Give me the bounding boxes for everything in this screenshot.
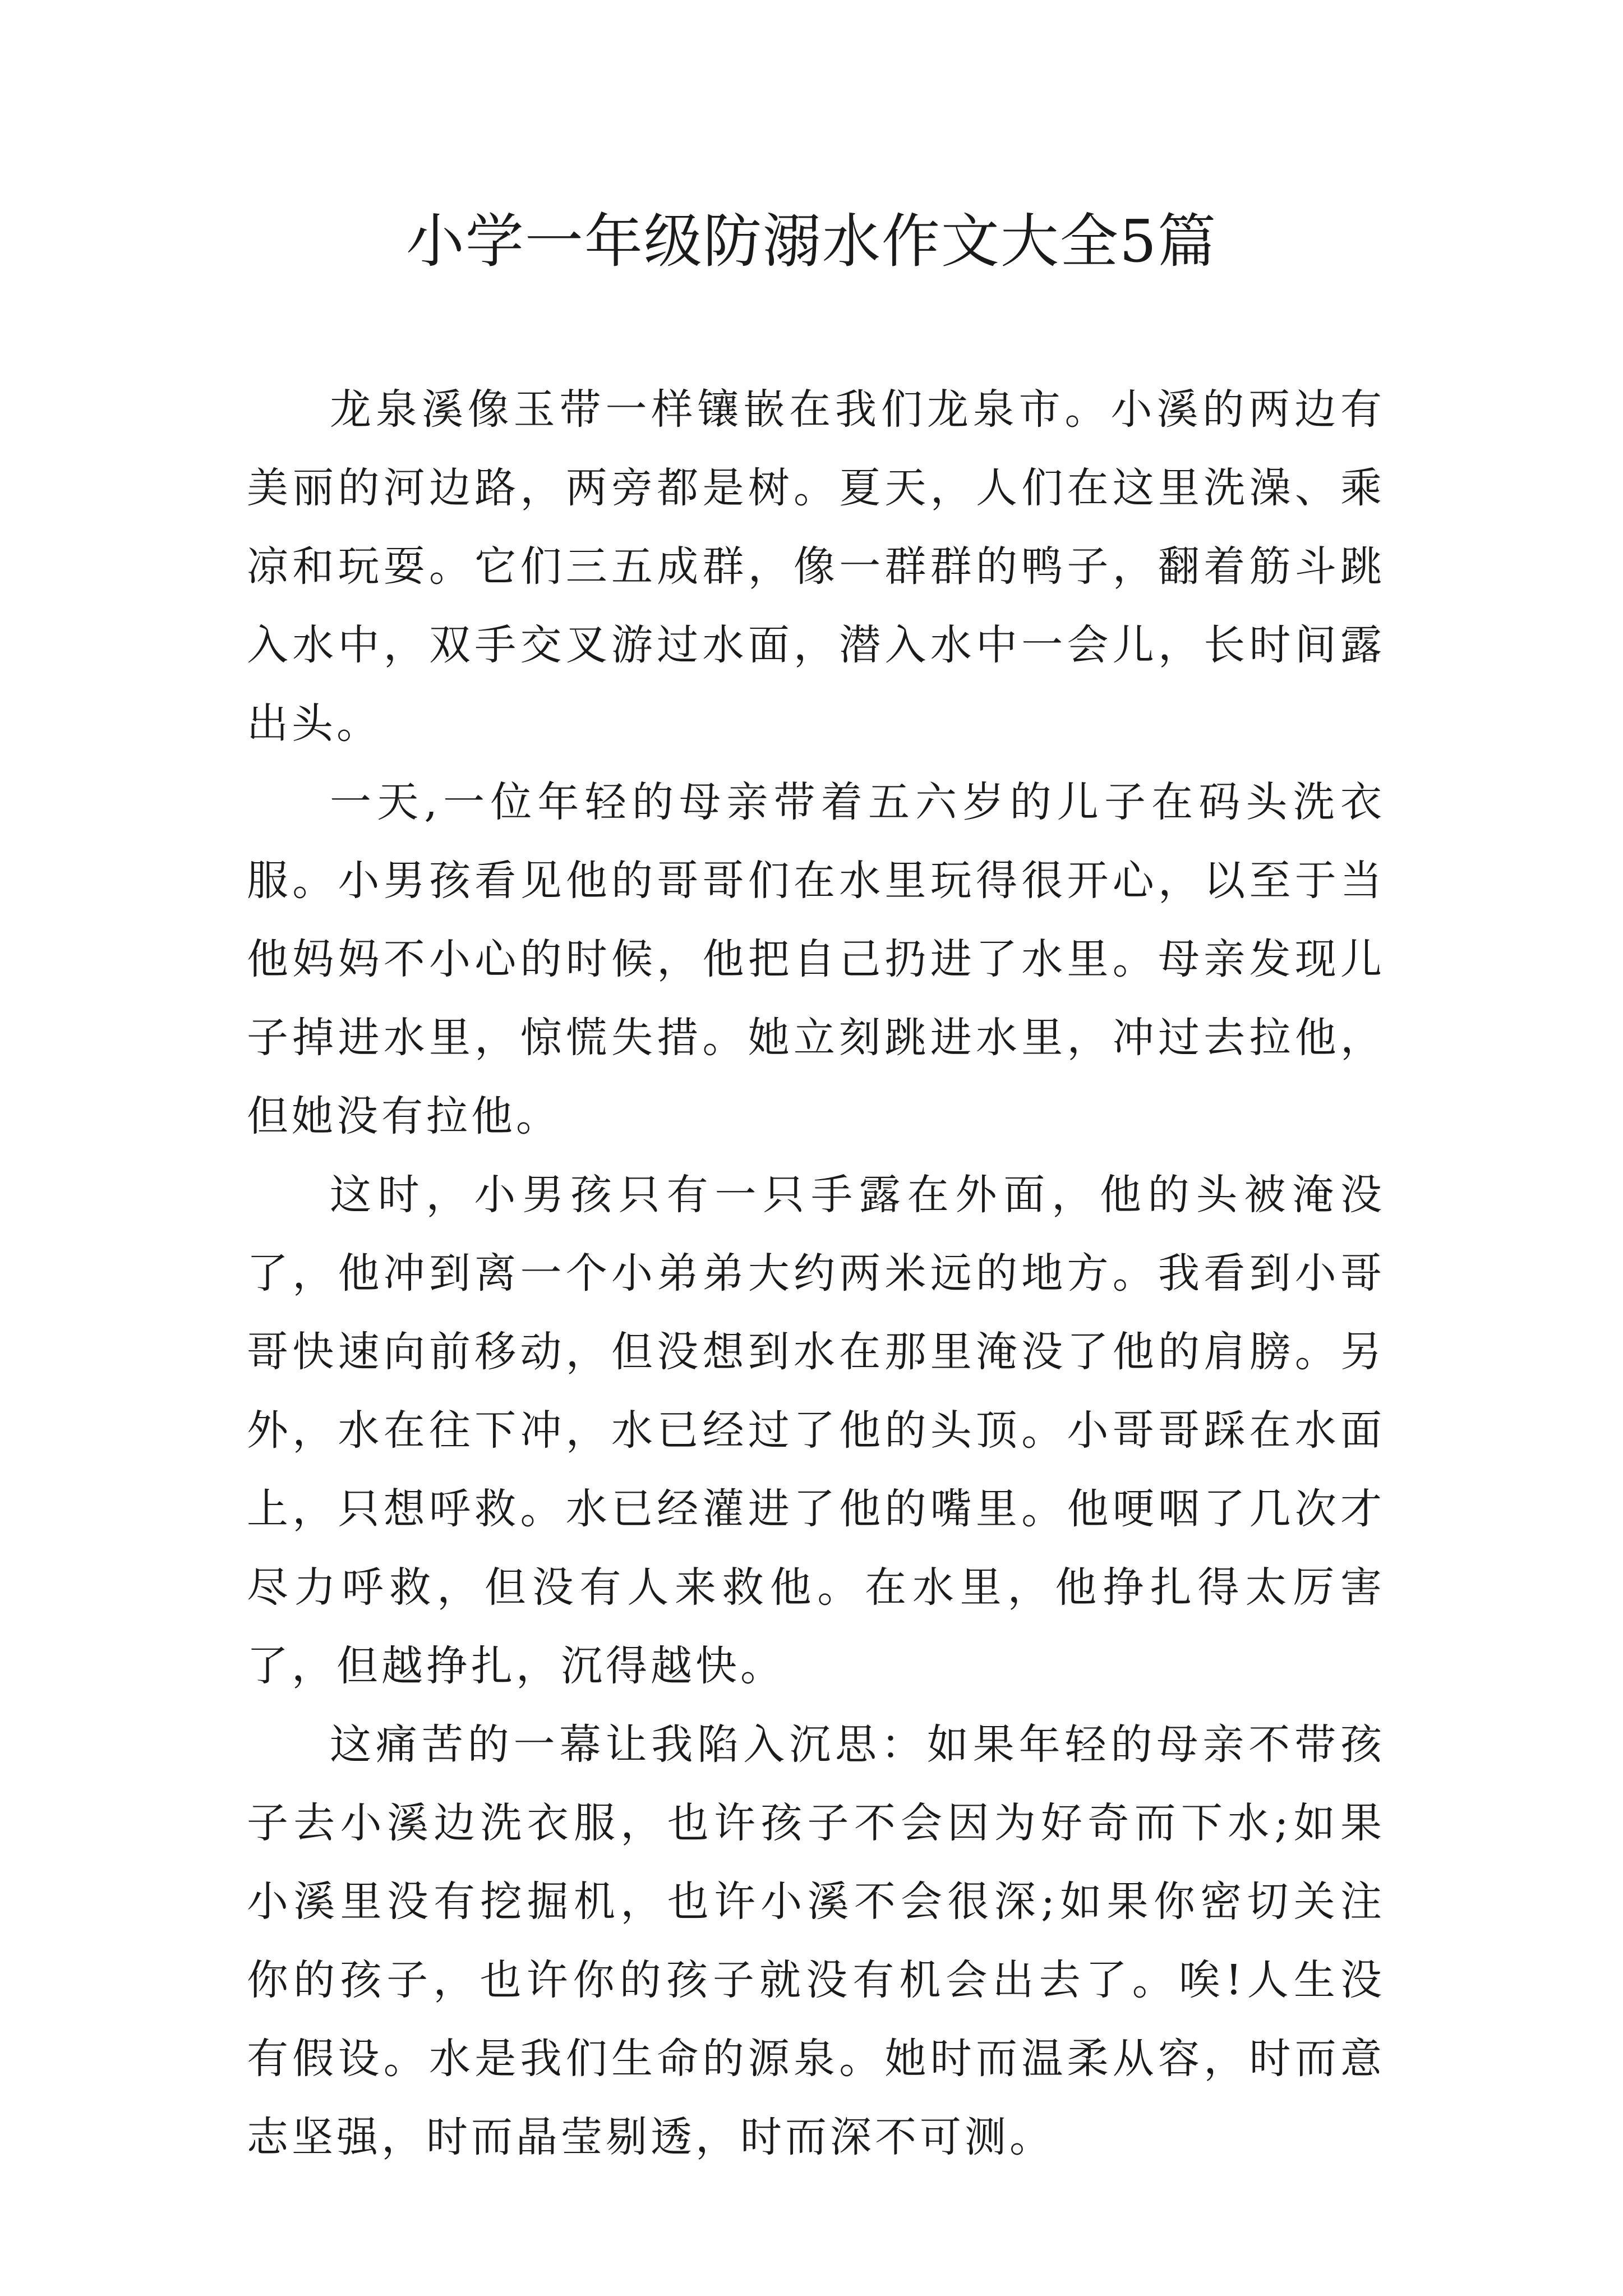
document-title: 小学一年级防溺水作文大全5篇 <box>405 207 1218 275</box>
paragraph-3: 这时，小男孩只有一只手露在外面，他的头被淹没了，他冲到离一个小弟弟大约两米远的地方。我看到小哥哥快速向前移动，但没想到水在那里淹没了他的肩膀。另外，水在往下冲，水已经过了他的头顶。小哥哥踩在水面上，只想呼救。水已经灌进了他的嘴里。他哽咽了几次才尽力呼救，但没有人来救他。在水里，他挣扎得太厉害了，但越挣扎，沉得越快。 <box>247 1171 1385 1690</box>
paragraph-2: 一天,一位年轻的母亲带着五六岁的儿子在码头洗衣服。小男孩看见他的哥哥们在水里玩得很开心，以至于当他妈妈不小心的时候，他把自己扔进了水里。母亲发现儿子掉进水里，惊慌失措。她立刻跳进水里，冲过去拉他，但她没有拉他。 <box>247 778 1385 1140</box>
paragraph-4: 这痛苦的一幕让我陷入沉思：如果年轻的母亲不带孩子去小溪边洗衣服，也许孩子不会因为好奇而下水;如果小溪里没有挖掘机，也许小溪不会很深;如果你密切关注你的孩子，也许你的孩子就没有机会出去了。唉!人生没有假设。水是我们生命的源泉。她时而温柔从容，时而意志坚强，时而晶莹剔透，时而深不可测。 <box>247 1720 1385 2161</box>
document-body <box>247 370 1385 2177</box>
paragraph-1: 龙泉溪像玉带一样镶嵌在我们龙泉市。小溪的两边有美丽的河边路，两旁都是树。夏天，人们在这里洗澡、乘凉和玩耍。它们三五成群，像一群群的鸭子，翻着筋斗跳入水中，双手交叉游过水面，潜入水中一会儿，长时间露出头。 <box>247 385 1385 748</box>
